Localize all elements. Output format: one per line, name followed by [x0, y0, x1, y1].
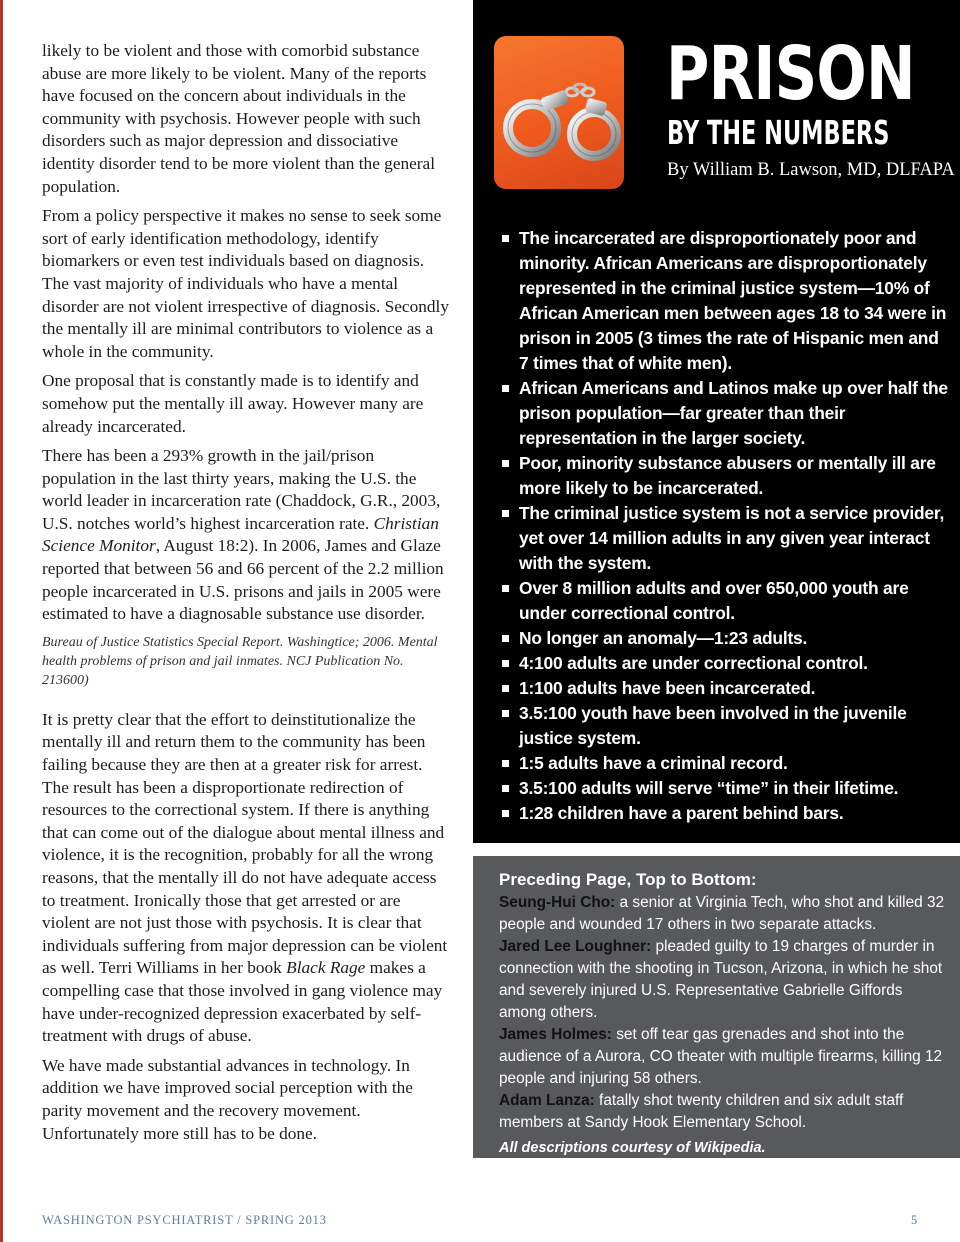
caption-name: Jared Lee Loughner:: [499, 938, 652, 955]
fact-text: The incarcerated are disproportionately poor and minority. African Americans are disproportionately represented in the criminal justice system—10% of African American men between ages 18 to 34 were in prison in 2005 (3 times the rate of Hispanic men and 7 times that of white men).: [519, 228, 947, 373]
caption-text: fatally shot twenty children and six adult staff members at Sandy Hook Elementary School.: [499, 1092, 904, 1131]
fact-text: No longer an anomaly—1:23 adults.: [519, 628, 808, 648]
article-paragraph: [42, 709, 452, 1048]
caption-entry: [499, 892, 945, 936]
page-edge-stripe: [0, 0, 3, 1242]
caption-text: pleaded guilty to 19 charges of murder in connection with the shooting in Tucson, Arizona, in which he shot and severely injured U.S. Representative Gabrielle Giffords among others.: [499, 938, 943, 1021]
byline: By William B. Lawson, MD, DLFAPA: [667, 160, 955, 180]
list-item: [499, 226, 949, 376]
footer-publication: WASHINGTON PSYCHIATRIST / SPRING 2013: [42, 1213, 327, 1227]
handcuffs-icon: [494, 36, 624, 189]
article-paragraph: One proposal that is constantly made is to identify and somehow put the mentally ill away. However many are already incarcerated.: [42, 371, 424, 436]
panel-title: PRISON: [666, 31, 915, 117]
caption-name: James Holmes:: [499, 1026, 612, 1043]
fact-text: 1:28 children have a parent behind bars.: [519, 803, 844, 823]
list-item: [499, 651, 949, 676]
article-column: [42, 40, 452, 1152]
article-paragraph: likely to be violent and those with comorbid substance abuse are more likely to be violent. Many of the reports have focused on the concern about individuals in the community with psychosis. However people with such disorders such as major depression and dissociative identity disorder tend to be more violent than the general population.: [42, 41, 436, 196]
fact-text: Poor, minority substance abusers or mentally ill are more likely to be incarcerated.: [519, 453, 936, 498]
citation: Bureau of Justice Statistics Special Report. Washingtice; 2006. Mental health problems of prison and jail inmates. NCJ Publication No. 213600): [42, 634, 438, 688]
fact-text: 3.5:100 adults will serve “time” in their lifetime.: [519, 778, 899, 798]
list-item: [499, 451, 949, 501]
caption-heading: Preceding Page, Top to Bottom:: [499, 870, 757, 889]
bullet-square-icon: [502, 785, 509, 792]
bullet-square-icon: [502, 710, 509, 717]
list-item: [499, 626, 949, 651]
caption-name: Seung-Hui Cho:: [499, 894, 616, 911]
article-paragraph: From a policy perspective it makes no sense to seek some sort of early identification methodology, identify biomarkers or even test individuals based on diagnosis. The vast majority of individuals who have a mental disorder are not violent irrespective of diagnosis. Secondly the mentally ill are minimal contributors to violence as a whole in the community.: [42, 206, 449, 361]
list-item: [499, 576, 949, 626]
caption-text: set off tear gas grenades and shot into the audience of a Aurora, CO theater with multiple firearms, killing 12 people and injuring 58 others.: [499, 1026, 943, 1087]
article-paragraph: We have made substantial advances in technology. In addition we have improved social perception with the parity movement and the recovery movement. Unfortunately more still has to be done.: [42, 1055, 413, 1143]
article-text: , August 18:2). In 2006, James and Glaze reported that between 56 and 66 percent of the 2.2 million people incarcerated in U.S. prisons and jails in 2005 were estimated to have a diagnosable substance use disorder.: [42, 536, 444, 624]
bullet-square-icon: [502, 685, 509, 692]
bullet-square-icon: [502, 760, 509, 767]
bullet-square-icon: [502, 585, 509, 592]
list-item: [499, 776, 949, 801]
fact-text: 1:5 adults have a criminal record.: [519, 753, 788, 773]
fact-text: 4:100 adults are under correctional control.: [519, 653, 868, 673]
list-item: [499, 751, 949, 776]
handcuffs-graphic: [494, 36, 624, 189]
article-text: There has been a 293% growth in the jail/prison population in the last thirty years, making the U.S. the world leader in incarceration rate (Chaddock, G.R., 2003, U.S. notches world’s highest incarceration rate.: [42, 446, 441, 533]
source-title: Christian Science Monitor: [42, 513, 439, 556]
caption-name: Adam Lanza:: [499, 1092, 595, 1109]
book-title: Black Rage: [286, 958, 366, 978]
fact-text: 1:100 adults have been incarcerated.: [519, 678, 816, 698]
article-text: makes a compelling case that those involved in gang violence may have under-recognized depression exacerbated by self-treatment with drugs of abuse.: [42, 958, 443, 1046]
list-item: [499, 701, 949, 751]
panel-subtitle: BY THE NUMBERS: [667, 113, 890, 152]
bullet-square-icon: [502, 385, 509, 392]
bullet-square-icon: [502, 660, 509, 667]
fact-text: African Americans and Latinos make up over half the prison population—far greater than their representation in the larger society.: [519, 378, 948, 448]
fact-text: The criminal justice system is not a service provider, yet over 14 million adults in any given year interact with the system.: [519, 503, 945, 573]
fact-text: 3.5:100 youth have been involved in the juvenile justice system.: [519, 703, 907, 748]
caption-entry: [499, 936, 945, 1024]
caption-content: [499, 868, 945, 1159]
caption-entry: [499, 1090, 945, 1134]
caption-entry: [499, 1024, 945, 1090]
list-item: [499, 376, 949, 451]
page-number: 5: [911, 1213, 918, 1227]
facts-list: [499, 226, 949, 826]
prison-numbers-panel: [473, 0, 960, 843]
fact-text: Over 8 million adults and over 650,000 youth are under correctional control.: [519, 578, 909, 623]
list-item: [499, 501, 949, 576]
bullet-square-icon: [502, 235, 509, 242]
list-item: [499, 801, 949, 826]
bullet-square-icon: [502, 510, 509, 517]
article-paragraph: [42, 445, 452, 626]
caption-text: a senior at Virginia Tech, who shot and killed 32 people and wounded 17 others in two separate attacks.: [499, 894, 945, 933]
photo-caption-box: [473, 856, 960, 1158]
article-text: It is pretty clear that the effort to deinstitutionalize the mentally ill and return them to the community has been failing because they are then at a greater risk for arrest. The result has been a disproportionate redirection of resources to the correctional system. If there is anything that can come out of the dialogue about mental illness and violence, it is the recognition, probably for all the wrong reasons, that the mentally ill do not have adequate access to treatment. Ironically those that get arrested or are violent are not just those with psychosis. It is clear that individuals suffering from major depression can be violent as well. Terri Williams in her book: [42, 709, 448, 978]
bullet-square-icon: [502, 810, 509, 817]
bullet-square-icon: [502, 635, 509, 642]
caption-credit: All descriptions courtesy of Wikipedia.: [499, 1140, 766, 1156]
list-item: [499, 676, 949, 701]
bullet-square-icon: [502, 460, 509, 467]
